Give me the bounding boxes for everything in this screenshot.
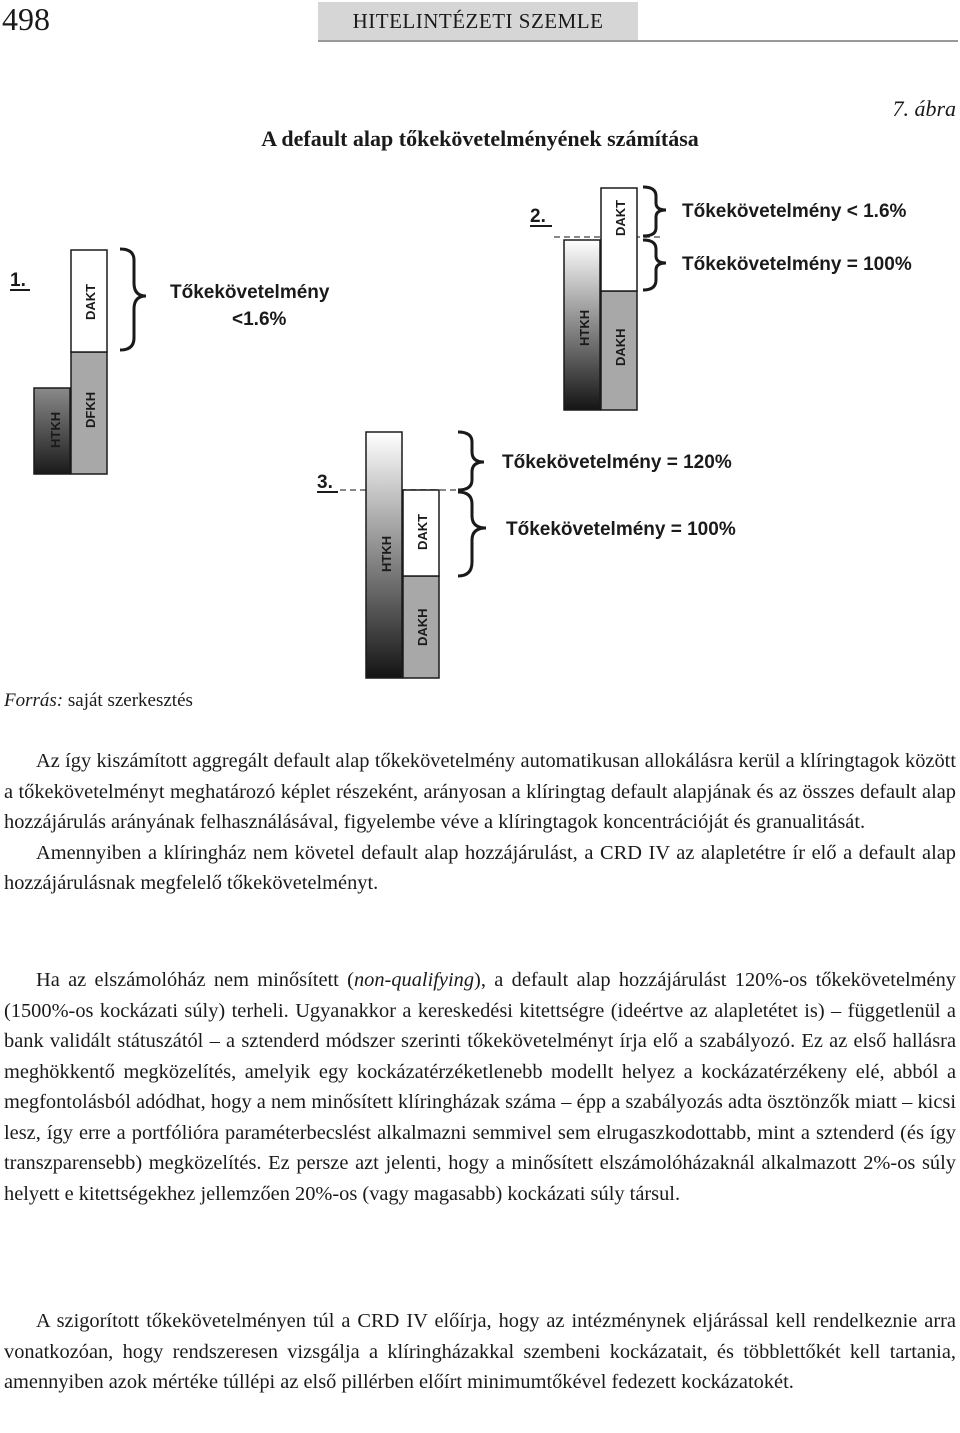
panel-2-annotation-top: Tőkekövetelmény < 1.6% [682,201,907,222]
body-block-1 [4,746,956,899]
paragraph-3-term: non-qualifying [353,969,475,991]
panel-1 [10,249,330,474]
source-text: saját szerkesztés [63,690,193,711]
panel-3 [317,432,736,678]
panel-3-number: 3. [317,472,333,493]
panel-2-number: 2. [530,206,546,227]
figure-source [4,690,193,712]
figure-title: A default alap tőkekövetelményének számítása [261,126,699,151]
panel-3-label-dakh: DAKH [415,608,430,646]
panel-2-label-htkh: HTKH [577,309,592,346]
panel-2-annotation-bottom: Tőkekövetelmény = 100% [682,254,912,275]
body-block-2 [4,965,956,1209]
panel-2-label-dakt: DAKT [613,199,628,236]
panel-1-number: 1. [10,270,26,291]
panel-3-annotation-bottom: Tőkekövetelmény = 100% [506,519,736,540]
panel-3-annotation-top: Tőkekövetelmény = 120% [502,452,732,473]
panel-2-brace-bottom [643,240,666,290]
header-rule [318,40,958,42]
panel-1-label-dfkh: DFKH [83,391,98,428]
panel-1-annotation-line1: Tőkekövetelmény [170,282,330,303]
figure-label: 7. ábra [892,96,956,121]
body-block-3 [4,1306,956,1398]
panel-2 [530,187,912,410]
panel-2-brace-top [643,187,666,236]
panel-1-brace [120,249,146,350]
panel-3-label-htkh: HTKH [379,535,394,572]
paragraph-1: Az így kiszámított aggregált default alap tőkekövetelmény automatikusan allokálásra kerül a klíringtagok között a tőkekövetelményt meghatározó képlet részeként, arányosan a klíringtag default alapjának és az összes default alap hozzájárulás arányának felhasználásával, figyelembe véve a klíringtagok koncentrációját és granualitását. [4,750,956,833]
paragraph-4: A szigorított tőkekövetelményen túl a CRD IV előírja, hogy az intézménynek eljárással kell rendelkeznie arra vonatkozóan, hogy rendszeresen vizsgálja a klíringházakkal szembeni kockázatait, és többlettőkét kell tartania, amennyiben azok mértéke túllépi az első pillérben előírt minimumtőkével fedezett kockázatokét. [4,1310,956,1393]
paragraph-2: Amennyiben a klíringház nem követel default alap hozzájárulást, a CRD IV az alapletétre ír elő a default alap hozzájárulásnak megfelelő tőkekövetelményt. [4,841,956,894]
capital-requirement-diagram [0,170,960,682]
panel-3-brace-bottom [458,492,486,576]
source-prefix: Forrás: [4,690,64,711]
panel-2-label-dakh: DAKH [613,328,628,366]
paragraph-3 [4,965,956,1209]
journal-title: HITELINTÉZETI SZEMLE [318,2,638,40]
paragraph-3-part-b: ), a default alap hozzájárulást 120%-os tőkekövetelmény (1500%-os kockázati súly) terheli. Ugyanakkor a kereskedési kitettségre (ideértve az alapletétet is) – függetlenül a bank validált státuszától – a sztenderd módszer szerinti tőkekövetelményt írja elő a szabályozó. Ez az első hallásra meghökkentő megközelítés, amelyik egy kockázatérzéketlenebb modellt helyez a kockázatérzékeny elé, abból a megfontolásból adódhat, hogy a nem minősített klíringházak száma – épp a szabályozás adta ösztönzők miatt – kicsi lesz, így erre a portfólióra paraméterbecslést alkalmazni semmivel sem elrugaszkodottabb, mint a sztenderd (és így transzparensebb) megközelítés. Ez persze azt jelenti, hogy a minősített elszámolóházaknál alkalmazott 2%-os súly helyett e kitettségekhez jellemzően 20%-os (vagy magasabb) kockázati súly társul. [4,969,956,1205]
panel-1-annotation-line2: <1.6% [232,309,287,330]
panel-3-brace-top [458,432,484,490]
panel-1-label-dakt: DAKT [83,283,98,320]
panel-1-label-htkh: HTKH [48,411,63,448]
paragraph-3-part-a: Ha az elszámolóház nem minősített ( [36,969,354,991]
panel-3-label-dakt: DAKT [415,513,430,550]
page-number: 498 [2,1,50,37]
